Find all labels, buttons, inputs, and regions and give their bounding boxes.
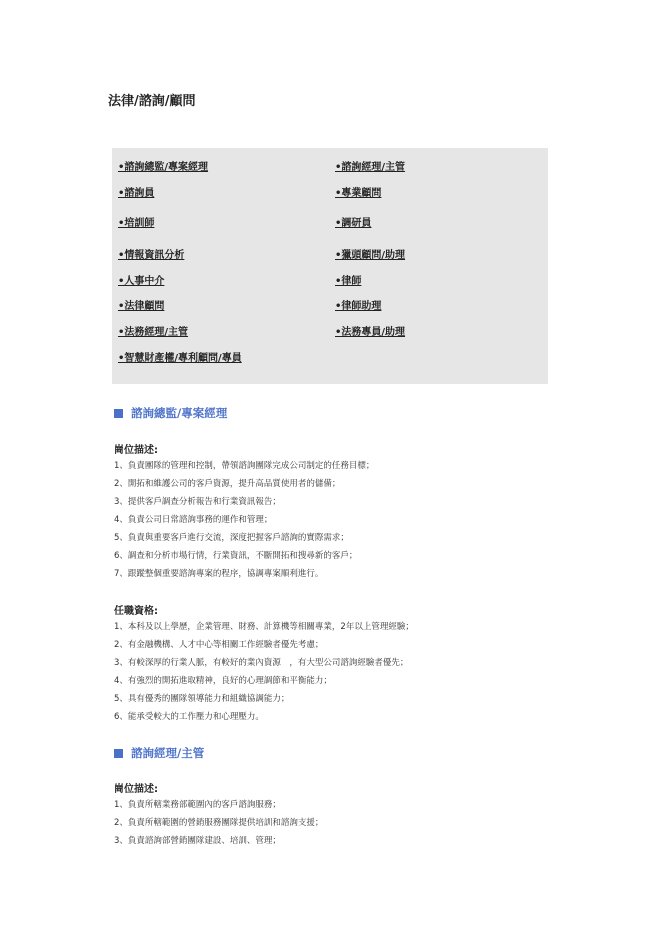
- index-link-lawyer-assistant[interactable]: •律師助理: [335, 301, 382, 312]
- index-link-hr-agency[interactable]: •人事中介: [118, 276, 165, 287]
- requirement-line: 1、本科及以上學歷，企業管理、財務、計算機等相關專業，2年以上管理經驗；: [114, 622, 414, 632]
- index-link-legal-advisor[interactable]: •法律顧問: [118, 301, 165, 312]
- requirement-line: 2、有金融機構、人才中心等相關工作經驗者優先考慮；: [114, 640, 324, 650]
- duty-line: 6、調查和分析市場行情，行業資訊，不斷開拓和搜尋新的客戶；: [114, 551, 358, 561]
- duty-line: 7、跟蹤整個重要諮詢專案的程序，協調專案順利進行。: [114, 569, 324, 579]
- index-link-trainer[interactable]: •培訓師: [118, 218, 155, 229]
- job-category-index: [112, 148, 548, 384]
- duty-line: 3、提供客戶調查分析報告和行業資訊報告；: [114, 497, 281, 507]
- requirement-line: 4、有強烈的開拓進取精神，良好的心理調節和平衡能力；: [114, 676, 332, 686]
- duty-line: 1、負責所轄業務部範圍內的客戶諮詢服務；: [114, 800, 281, 810]
- index-link-intelligence-analyst[interactable]: •情報資訊分析: [118, 250, 185, 261]
- duty-line: 2、開拓和維護公司的客戶資源，提升高品質使用者的儲備；: [114, 479, 341, 489]
- index-link-researcher[interactable]: •調研員: [335, 218, 372, 229]
- duties-label: 崗位描述:: [114, 784, 158, 795]
- requirements-label: 任職資格:: [114, 606, 158, 617]
- section-heading-consulting-manager: [114, 745, 204, 761]
- index-link-consultant[interactable]: •諮詢員: [118, 188, 155, 199]
- requirement-line: 6、能承受較大的工作壓力和心理壓力。: [114, 712, 264, 722]
- index-link-professional-advisor[interactable]: •專業顧問: [335, 188, 382, 199]
- duty-line: 5、負責與重要客戶進行交流，深度把握客戶諮詢的實際需求；: [114, 533, 349, 543]
- duty-line: 4、負責公司日常諮詢事務的運作和管理；: [114, 515, 273, 525]
- section-heading-consulting-director: [114, 405, 227, 421]
- requirement-line: 5、具有優秀的團隊領導能力和組織協調能力；: [114, 694, 290, 704]
- index-link-lawyer[interactable]: •律師: [335, 276, 362, 287]
- section-heading-text: 諮詢總監/專案經理: [131, 406, 228, 420]
- index-link-legal-manager[interactable]: •法務經理/主管: [118, 327, 189, 338]
- index-link-consulting-manager[interactable]: •諮詢經理/主管: [335, 162, 406, 173]
- index-link-consulting-director[interactable]: •諮詢總監/專案經理: [118, 162, 209, 173]
- square-bullet-icon: [114, 409, 123, 418]
- duty-line: 1、負責團隊的管理和控制，帶領諮詢團隊完成公司制定的任務目標；: [114, 461, 375, 471]
- section-heading-text: 諮詢經理/主管: [131, 746, 205, 760]
- index-link-ip-patent-advisor[interactable]: •智慧財產權/專利顧問/專員: [118, 353, 242, 364]
- duty-line: 3、負責諮詢部營銷團隊建設、培訓、管理；: [114, 836, 281, 846]
- square-bullet-icon: [114, 749, 123, 758]
- duties-label: 崗位描述:: [114, 445, 158, 456]
- index-link-legal-specialist[interactable]: •法務專員/助理: [335, 327, 406, 338]
- requirement-line: 3、有較深厚的行業人脈，有較好的業內資源 ，有大型公司諮詢經驗者優先；: [114, 658, 409, 668]
- page-title: 法律/諮詢/顧問: [108, 94, 196, 109]
- index-link-headhunter[interactable]: •獵頭顧問/助理: [335, 250, 406, 261]
- duty-line: 2、負責所轄範圍的營銷服務團隊提供培訓和諮詢支援；: [114, 818, 324, 828]
